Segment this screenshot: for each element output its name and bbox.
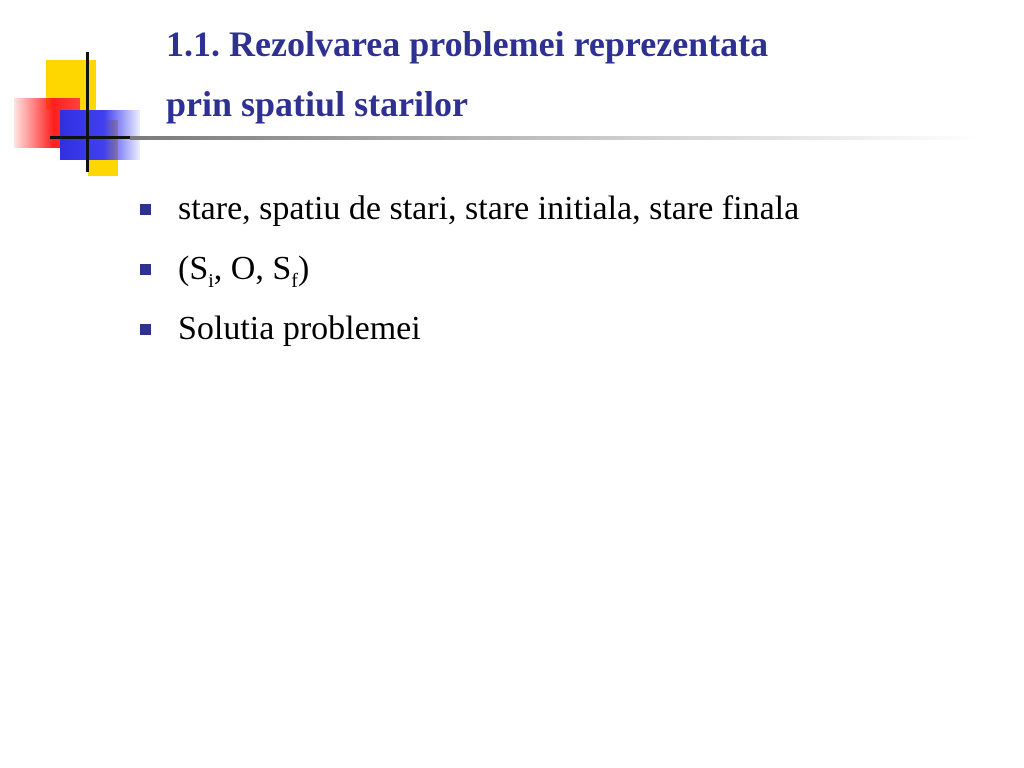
bullet-item-tuple [140, 246, 990, 292]
tuple-close: ) [297, 250, 310, 287]
logo-vertical-line [86, 52, 89, 172]
tuple-middle: , O, S [213, 250, 292, 287]
bullet-list [140, 186, 990, 366]
bullet-item-states [140, 186, 990, 232]
bullet-text: Solutia problemei [178, 310, 421, 347]
slide-title-line1: 1.1. Rezolvarea problemei reprezentata [166, 24, 769, 64]
tuple-subscript-initial: i [208, 269, 214, 292]
tuple-open: (S [178, 250, 209, 287]
square-bullet-icon [140, 204, 151, 215]
tuple-subscript-final: f [291, 269, 298, 292]
square-bullet-icon [140, 264, 151, 275]
slide-title-line2: prin spatiul starilor [166, 84, 469, 124]
slide-title [166, 14, 986, 134]
logo-blue-square [60, 110, 140, 160]
bullet-text: stare, spatiu de stari, stare initiala, stare finala [178, 190, 800, 227]
logo-horizontal-line [50, 136, 140, 139]
square-bullet-icon [140, 324, 151, 335]
overlapping-squares-logo-icon [0, 0, 170, 180]
title-divider [130, 136, 980, 140]
bullet-item-solution [140, 306, 990, 352]
